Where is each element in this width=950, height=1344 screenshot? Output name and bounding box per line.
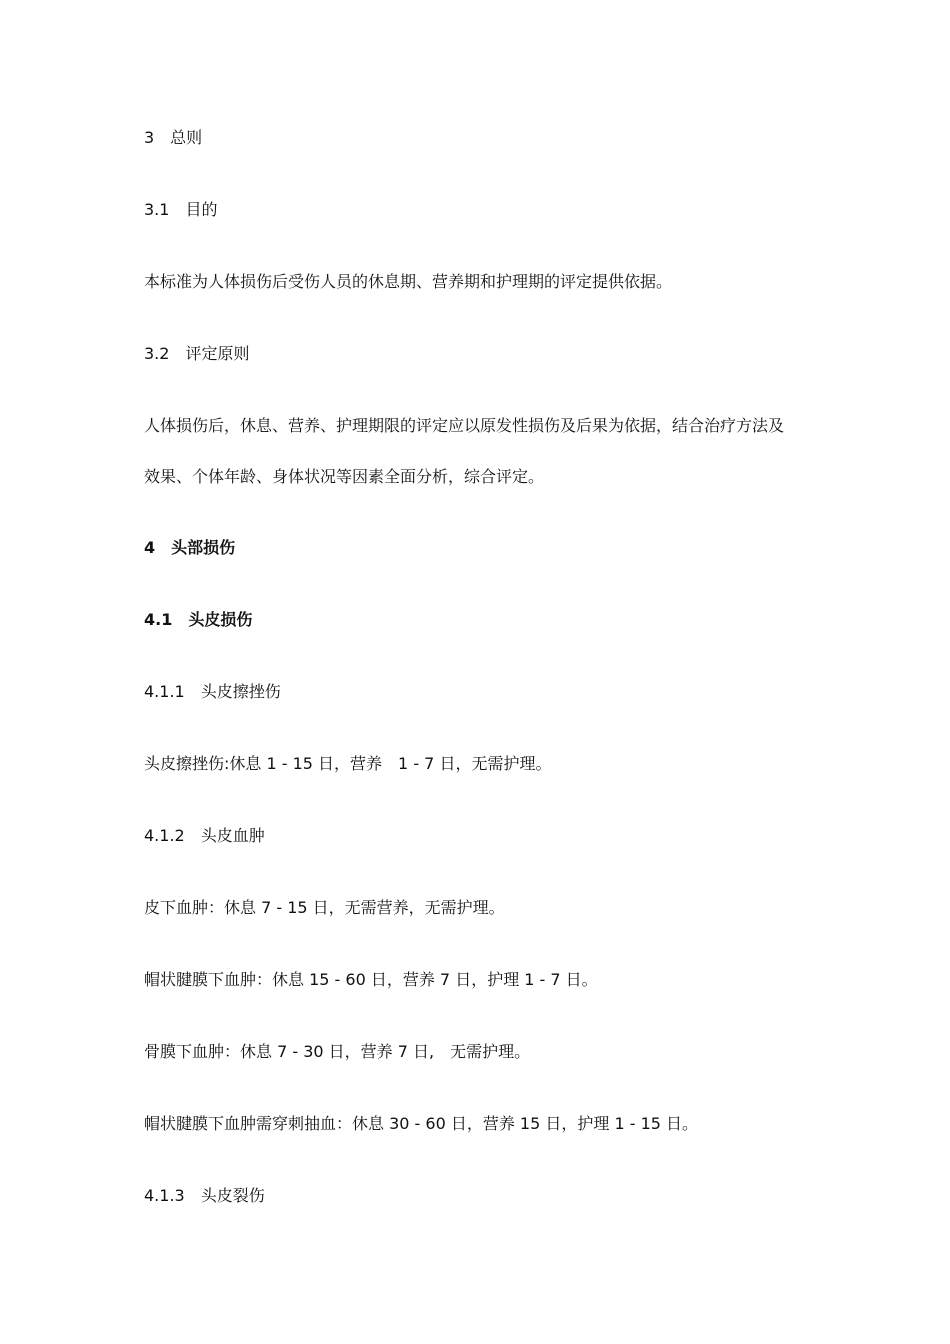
section-heading-4: 4 头部损伤	[144, 538, 236, 557]
subsection-heading-4-1-2: 4.1.2 头皮血肿	[144, 826, 265, 845]
paragraph-subgaleal-hematoma: 帽状腱膜下血肿：休息 15 - 60 日，营养 7 日，护理 1 - 7 日。	[144, 970, 598, 989]
paragraph-subcutaneous-hematoma: 皮下血肿：休息 7 - 15 日，无需营养，无需护理。	[144, 898, 505, 917]
subsection-heading-3-2: 3.2 评定原则	[144, 344, 250, 363]
paragraph-purpose: 本标准为人体损伤后受伤人员的休息期、营养期和护理期的评定提供依据。	[144, 272, 673, 291]
paragraph-subgaleal-hematoma-puncture: 帽状腱膜下血肿需穿刺抽血：休息 30 - 60 日，营养 15 日，护理 1 - 15 日。	[144, 1114, 699, 1133]
section-heading-3: 3 总则	[144, 128, 203, 147]
paragraph-principle-line-2: 效果、个体年龄、身体状况等因素全面分析，综合评定。	[144, 467, 545, 486]
subsection-heading-3-1: 3.1 目的	[144, 200, 218, 219]
paragraph-scalp-abrasion: 头皮擦挫伤:休息 1 - 15 日，营养 1 - 7 日，无需护理。	[144, 754, 552, 773]
subsection-heading-4-1-3: 4.1.3 头皮裂伤	[144, 1186, 265, 1205]
paragraph-subperiosteal-hematoma: 骨膜下血肿：休息 7 - 30 日，营养 7 日, 无需护理。	[144, 1042, 531, 1061]
subsection-heading-4-1: 4.1 头皮损伤	[144, 610, 253, 629]
paragraph-principle-line-1: 人体损伤后，休息、营养、护理期限的评定应以原发性损伤及后果为依据，结合治疗方法及	[144, 416, 785, 435]
subsection-heading-4-1-1: 4.1.1 头皮擦挫伤	[144, 682, 281, 701]
